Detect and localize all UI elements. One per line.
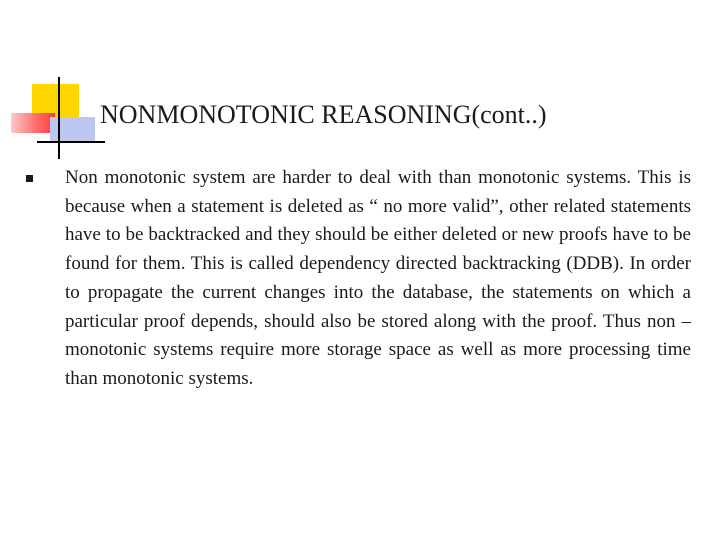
slide-title: NONMONOTONIC REASONING(cont..) <box>100 100 547 129</box>
decor-blue-block <box>50 117 95 143</box>
decor-vertical-line <box>58 77 60 159</box>
title-decoration <box>0 0 110 170</box>
bullet-text: Non monotonic system are harder to deal with than monotonic systems. This is because when a statement is deleted as “ no more valid”, other related statements have to be backtracked and they should be either deleted or new proofs have to be found for them. This is called dependency directed backtracking (DDB). In order to propagate the current changes into the database, the statements on which a particular proof depends, should also be stored along with the proof. Thus non – monotonic systems require more storage space as well as more processing time than monotonic systems. <box>65 167 691 389</box>
square-bullet-icon <box>26 175 33 182</box>
decor-red-bar <box>11 113 55 133</box>
decor-horizontal-line <box>37 141 105 143</box>
